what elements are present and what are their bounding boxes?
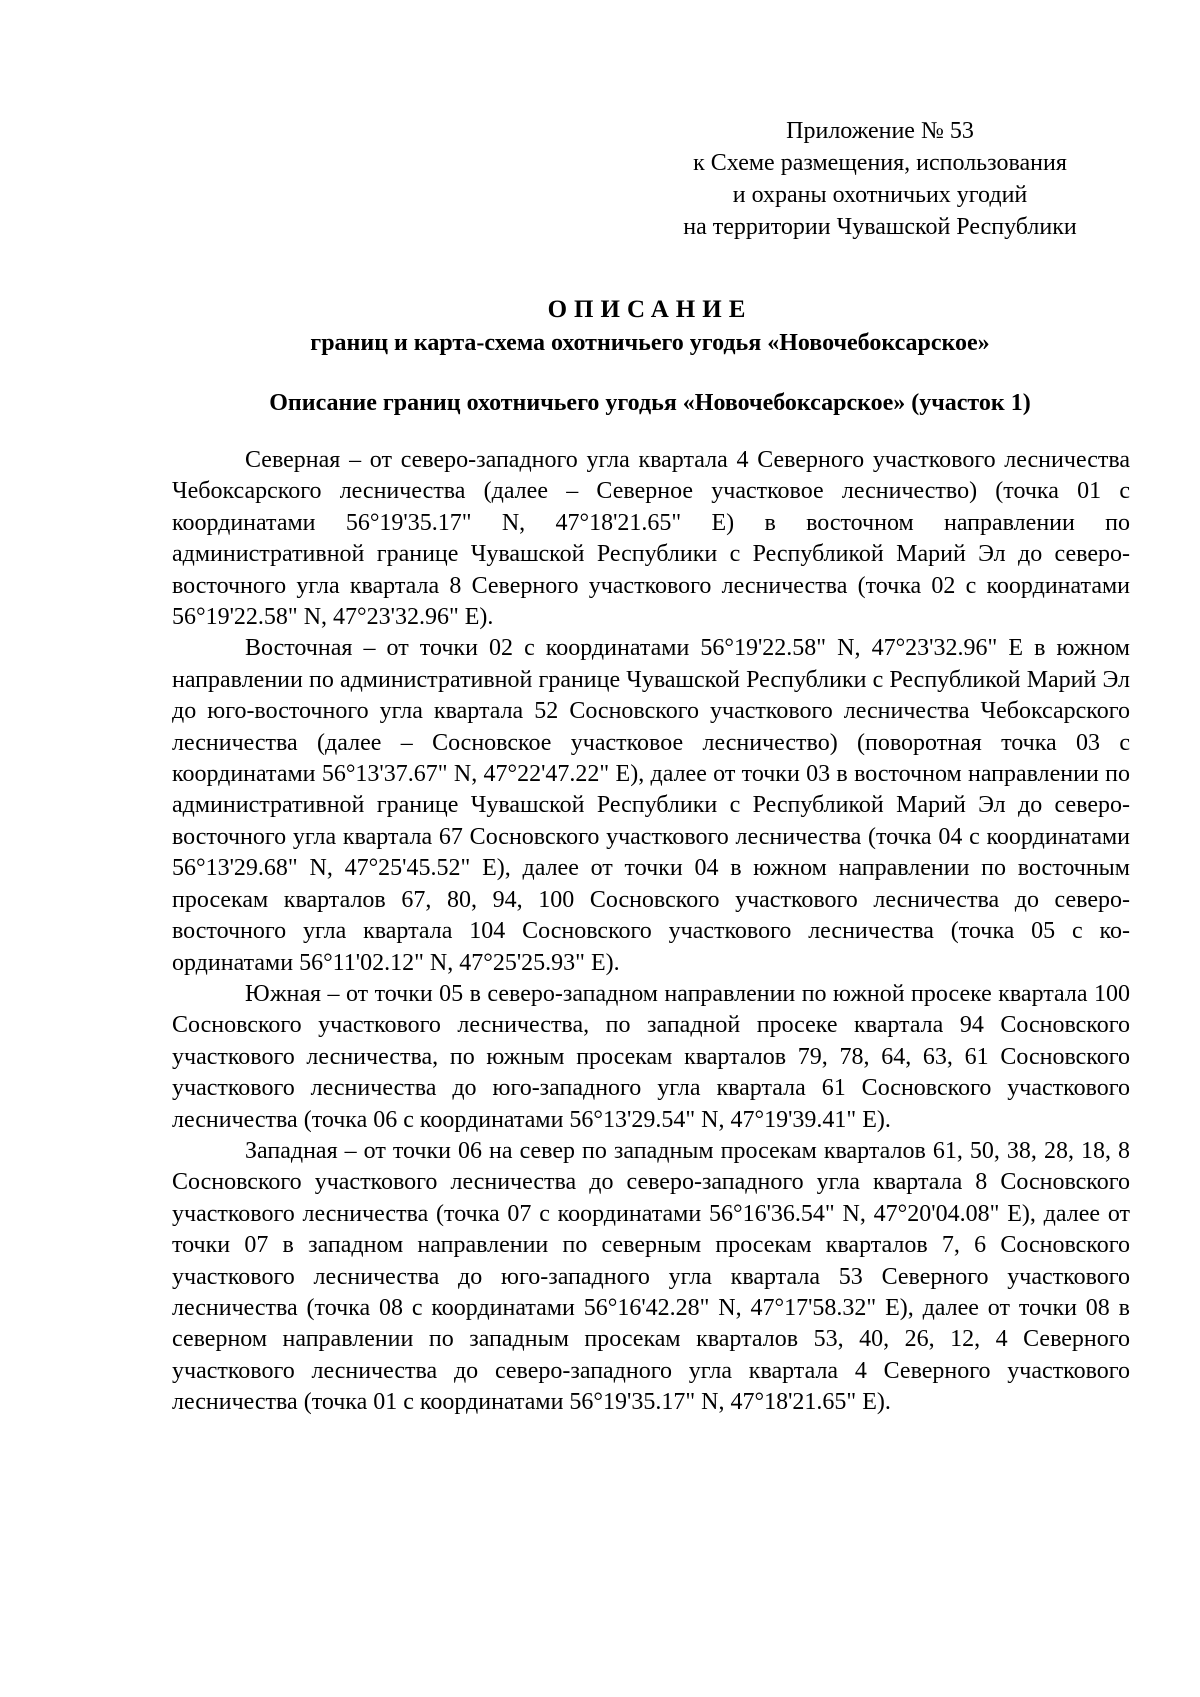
boundary-description — [172, 445, 1130, 1419]
document-title: ОПИСАНИЕ — [547, 296, 753, 323]
appendix-number: Приложение № 53 — [786, 118, 974, 144]
appendix-note — [600, 115, 1160, 243]
paragraph-east-boundary: Восточная – от точки 02 с координатами 56°19'22.58" N, 47°23'32.96" E в южном направлении по административной границе Чувашской Республики с Республикой Марий Эл до юго-восточного угла квартала 52 Сосновского участкового лесничества Чебоксарского лесничества (далее – Сосновское участковое лесничество) (поворотная точка 03 с координатами 56°13'37.67" N, 47°22'47.22" E), далее от точки 03 в восточном направлении по административной границе Чувашской Республики с Республикой Марий Эл до северо-восточного угла квартала 67 Сосновского участкового лесничества (точка 04 с координатами 56°13'29.68" N, 47°25'45.52" E), далее от точки 04 в южном направлении по восточным просекам кварталов 67, 80, 94, 100 Сосновского участкового лесничества до северо-восточного угла квартала 104 Сосновского участкового лесничества (точка 05 с координатами 56°11'02.12" N, 47°25'25.93" E). — [172, 635, 1130, 976]
appendix-line-4: на территории Чувашской Республики — [683, 214, 1077, 240]
section-heading: Описание границ охотничьего угодья «Новочебоксарское» (участок 1) — [269, 390, 1031, 416]
paragraph-north-boundary: Северная – от северо-западного угла квартала 4 Северного участкового лесничества Чебоксарского лесничества (далее – Северное участковое лесничество) (точка 01 с координатами 56°19'35.17" N, 47°18'21.65" E) в восточном направлении по административной границе Чувашской Республики с Республикой Марий Эл до северо-восточного угла квартала 8 Северного участкового лесничества (точка 02 с координатами 56°19'22.58" N, 47°23'32.96" E). — [172, 447, 1130, 631]
paragraph-west-boundary: Западная – от точки 06 на север по западным просекам кварталов 61, 50, 38, 28, 18, 8 Сосновского участкового лесничества до северо-западного угла квартала 8 Сосновского участкового лесничества (точка 07 с координатами 56°16'36.54" N, 47°20'04.08" E), далее от точки 07 в западном направлении по северным просекам кварталов 7, 6 Сосновского участкового лесничества до юго-западного угла квартала 53 Северного участкового лесничества (точка 08 с координатами 56°16'42.28" N, 47°17'58.32" E), далее от точки 08 в северном направлении по западным просекам кварталов 53, 40, 26, 12, 4 Северного участкового лесничества до северо-западного угла квартала 4 Северного участкового лесничества (точка 01 с координатами 56°19'35.17" N, 47°18'21.65" E). — [172, 1137, 1130, 1416]
appendix-line-3: и охраны охотничьих угодий — [732, 182, 1028, 208]
appendix-line-2: к Схеме размещения, использования — [693, 150, 1067, 176]
document-subtitle: границ и карта-схема охотничьего угодья «Новочебоксарское» — [310, 330, 990, 356]
paragraph-south-boundary: Южная – от точки 05 в северо-западном направлении по южной просеке квартала 100 Сосновского участкового лесничества, по западной просеке квартала 94 Сосновского участкового лесничества, по южным просекам кварталов 79, 78, 64, 63, 61 Сосновского участкового лесничества до юго-западного угла квартала 61 Сосновского участкового лесничества (точка 06 с координатами 56°13'29.54" N, 47°19'39.41" E). — [172, 980, 1130, 1133]
